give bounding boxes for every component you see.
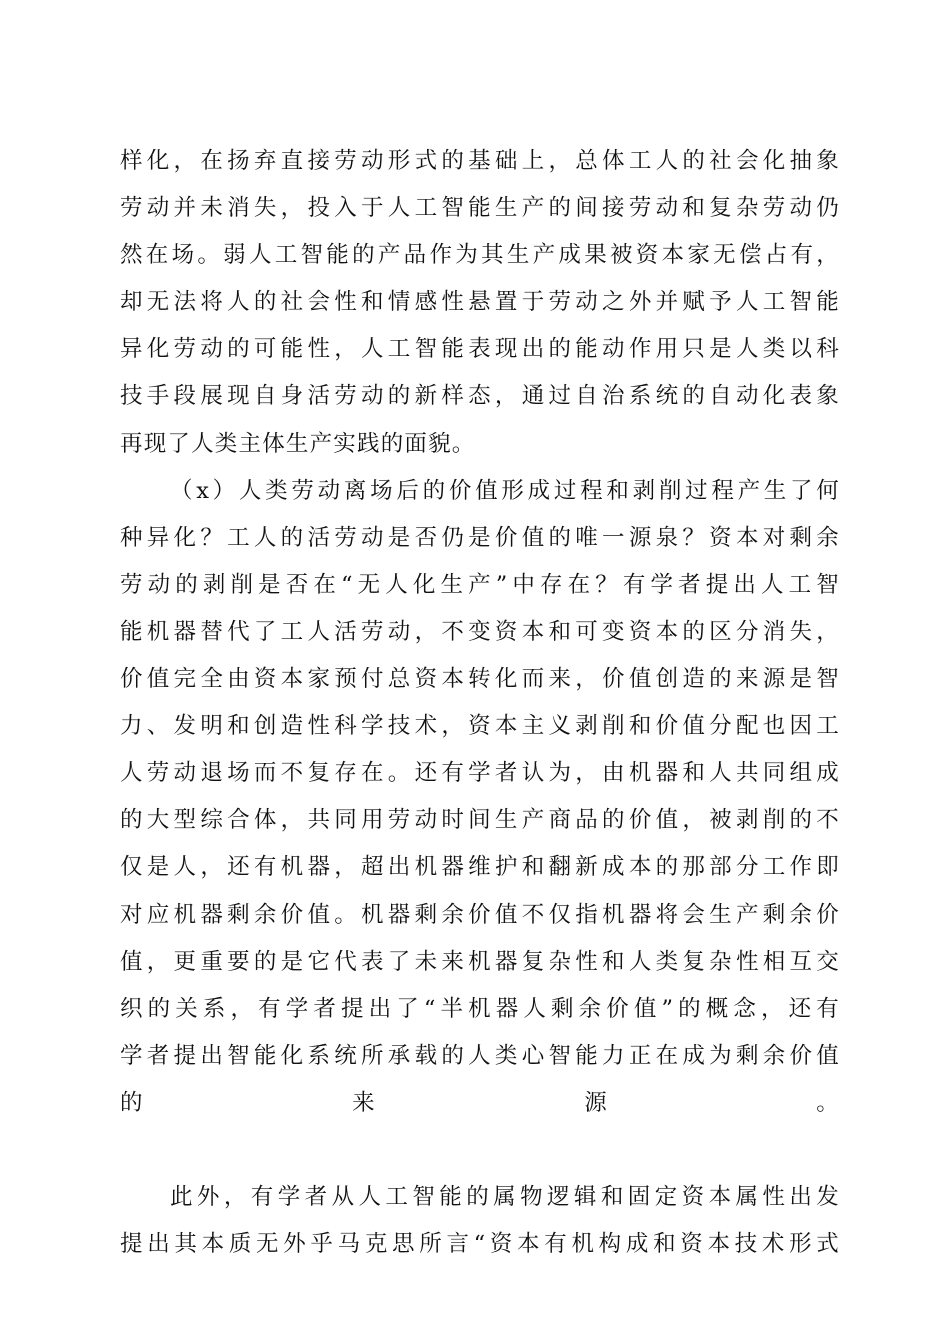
text-line [120, 1127, 840, 1174]
text-line: 仅是人，还有机器，超出机器维护和翻新成本的那部分工作即 [120, 854, 840, 881]
text-line: 再现了人类主体生产实践的面貌。 [120, 430, 476, 457]
paragraph-3 [120, 1174, 840, 1268]
text-line: 异化劳动的可能性，人工智能表现出的能动作用只是人类以科 [120, 336, 840, 363]
text-line: 值，更重要的是它代表了未来机器复杂性和人类复杂性相互交 [120, 948, 840, 975]
text-line: 人劳动退场而不复存在。还有学者认为，由机器和人共同组成 [120, 760, 840, 787]
text-line: 劳动的剥削是否在“无人化生产”中存在？有学者提出人工智 [120, 571, 840, 598]
text-line: 对应机器剩余价值。机器剩余价值不仅指机器将会生产剩余价 [120, 901, 840, 928]
document-body [120, 138, 840, 1268]
text-line: 提出其本质无外乎马克思所言“资本有机构成和资本技术形式 [120, 1231, 840, 1258]
text-line: 技手段展现自身活劳动的新样态，通过自治系统的自动化表象 [120, 383, 840, 410]
paragraph-2 [120, 468, 840, 1174]
text-line: 然在场。弱人工智能的产品作为其生产成果被资本家无偿占有， [120, 242, 840, 269]
text-line: 种异化？工人的活劳动是否仍是价值的唯一源泉？资本对剩余 [120, 524, 840, 551]
text-line: 力、发明和创造性科学技术，资本主义剥削和价值分配也因工 [120, 713, 840, 740]
text-line: 劳动并未消失，投入于人工智能生产的间接劳动和复杂劳动仍 [120, 195, 840, 222]
text-line: 的大型综合体，共同用劳动时间生产商品的价值，被剥削的不 [120, 807, 840, 834]
text-line: 价值完全由资本家预付总资本转化而来，价值创造的来源是智 [120, 666, 840, 693]
text-line: 此外，有学者从人工智能的属物逻辑和固定资本属性出发 [170, 1184, 840, 1211]
text-line: 却无法将人的社会性和情感性悬置于劳动之外并赋予人工智能 [120, 289, 840, 316]
paragraph-1 [120, 138, 840, 468]
text-line: 样化，在扬弃直接劳动形式的基础上，总体工人的社会化抽象 [120, 148, 840, 174]
text-line: 学者提出智能化系统所承载的人类心智能力正在成为剩余价值 [120, 1042, 840, 1069]
text-line: （x）人类劳动离场后的价值形成过程和剥削过程产生了何 [170, 477, 840, 504]
text-line: 的来源。 [120, 1089, 840, 1116]
text-line: 能机器替代了工人活劳动，不变资本和可变资本的区分消失， [120, 618, 840, 645]
text-line: 织的关系，有学者提出了“半机器人剩余价值”的概念，还有 [120, 995, 840, 1022]
